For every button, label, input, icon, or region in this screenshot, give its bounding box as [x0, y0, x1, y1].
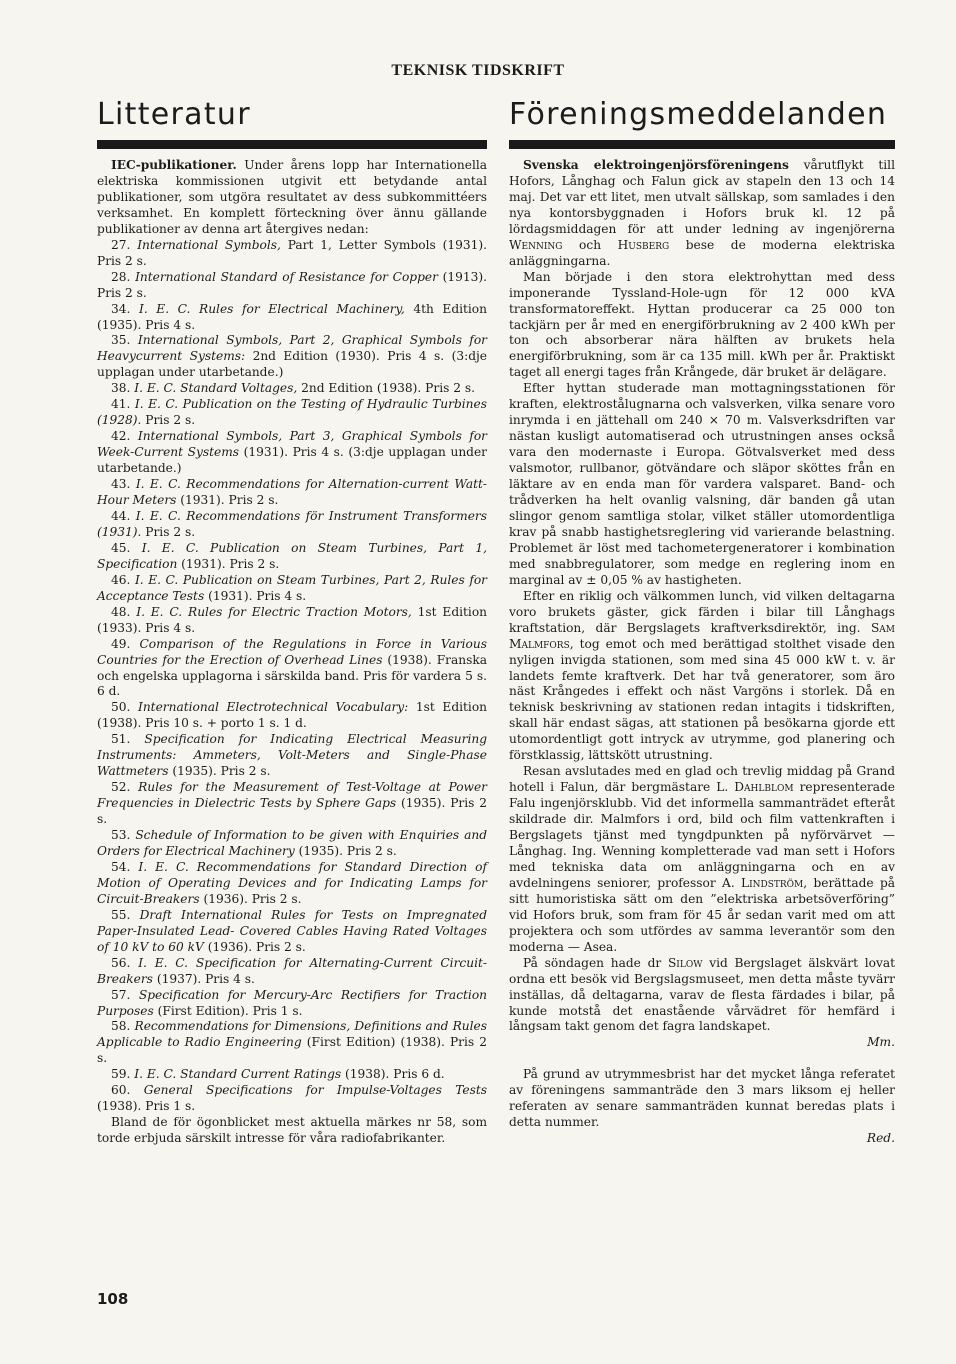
- publication-details: 4th Edition (1935). Pris 4 s.: [97, 301, 487, 332]
- publication-details: 2nd Edition (1930). Pris 4 s. (3:dje upplagan under utarbetande.): [97, 349, 487, 380]
- heading-rule-right: [509, 140, 895, 149]
- publication-title: I. E. C. Publication on Steam Turbines, Part 2, Rules for Acceptance Tests: [97, 572, 487, 603]
- intro-paragraph: [97, 158, 487, 238]
- publication-details: 1st Edition (1933). Pris 4 s.: [97, 604, 488, 635]
- publication-number: 46.: [111, 572, 131, 587]
- publication-title: Draft International Rules for Tests on Impregnated Paper-Insulated Lead- Covered Cables Having Rated Voltages of 10 kV to 60 kV: [97, 907, 487, 954]
- publication-number: 58.: [111, 1019, 131, 1034]
- paragraph-3: Efter hyttan studerade man mottagningsstationen för kraften, elektrostålugnarna och valsverken, vilka senare voro inrymda i en jättehall om 240 × 70 m. Valsverksdriften var nästan kusligt automatiserad och utrustningen anses också vara den modernaste i Europa. Götvalsverket med dess valsmotor, rullbanor, götvändare och släpor sköttes från en läktare av en enda man för vardera valsparet. Band- och trådverken ha helt ovanlig valsning, där banden gå utan slingor genom samtliga stolar, vilket ställer utomordentliga krav på snabb hastighetsreglering vid varierande belastning. Problemet är löst med tachometergeneratorer i kombination med snabbregulatorer, som medge en reglering inom en marginal av ± 0,05 % av hastigheten.: [509, 381, 895, 587]
- publication-title: International Electrotechnical Vocabulary:: [138, 700, 409, 715]
- publication-number: 45.: [111, 540, 131, 555]
- publication-item: [97, 238, 487, 270]
- paragraph-1: [509, 158, 895, 270]
- paragraph-4: [509, 589, 895, 764]
- publication-details: (1938). Pris 6 d.: [345, 1067, 445, 1082]
- publication-details: (1935). Pris 2 s.: [298, 843, 397, 858]
- publication-details: (1938). Pris 1 s.: [97, 1099, 196, 1114]
- p5-name-dahlblom: L. Dahlblom: [716, 780, 794, 795]
- publication-title: Specification for Mercury-Arc Rectifiers for Traction Purposes: [97, 987, 488, 1018]
- paragraph-6: [509, 956, 895, 1036]
- publication-title: Recommendations for Dimensions, Definitions and Rules Applicable to Radio Engineering: [97, 1019, 487, 1050]
- publication-number: 57.: [111, 987, 131, 1002]
- publication-number: 44.: [111, 508, 131, 523]
- publication-item: [97, 397, 487, 429]
- p1-lead: Svenska elektroingenjörsföreningens: [523, 158, 789, 172]
- publication-number: 50.: [111, 700, 131, 715]
- publication-number: 42.: [111, 429, 131, 444]
- publication-details: (1936). Pris 2 s.: [207, 939, 306, 954]
- page-number: 108: [97, 1290, 129, 1308]
- p4-name-malmfors: Sam Malmfors: [509, 620, 896, 651]
- publication-title: I. E. C. Rules for Electrical Machinery,: [139, 301, 405, 316]
- publication-number: 51.: [111, 732, 131, 747]
- publication-title: I. E. C. Recommendations för Instrument Transformers (1931).: [97, 508, 488, 539]
- publication-details: (1931). Pris 4 s.: [208, 588, 307, 603]
- paragraph-7: På grund av utrymmesbrist har det mycket långa referatet av föreningens sammanträde den 3 mars liksom ej heller referaten av senare sammanträden kunnat beredas plats i detta nummer.: [509, 1067, 895, 1130]
- publication-details: (1938). Franska och engelska upplagorna i särskilda band. Pris för vardera 5 s. 6 d.: [97, 652, 488, 699]
- p6-text-a: På söndagen hade dr: [523, 955, 662, 970]
- publication-details: 1st Edition (1938). Pris 10 s. + porto 1 s. 1 d.: [97, 700, 488, 731]
- publication-details: Part 1, Letter Symbols (1931). Pris 2 s.: [97, 237, 488, 268]
- publication-details: (1935). Pris 2 s.: [97, 796, 487, 827]
- p1-name-husberg: Husberg: [617, 237, 670, 252]
- publication-item: [97, 828, 487, 860]
- publication-item: [97, 860, 487, 908]
- p5-text-a: Resan avslutades med en glad och trevlig middag på Grand hotell i Falun, där bergmästare: [509, 764, 895, 795]
- publication-number: 49.: [111, 636, 131, 651]
- publication-number: 43.: [111, 477, 131, 492]
- publication-list: [97, 238, 487, 1115]
- p1-text-b: och: [579, 237, 602, 252]
- heading-foreningsmeddelanden: Föreningsmeddelanden: [509, 97, 888, 132]
- publication-title: Specification for Indicating Electrical Measuring Instruments: Ammeters, Volt-Meters and Single-Phase Wattmeters: [97, 732, 488, 779]
- publication-details: (1931). Pris 2 s.: [180, 493, 279, 508]
- p5-text-b: representerade Falu ingenjörsklubb. Vid det informella sammanträdet efteråt skildrade dir. Malmfors i ord, bild och film vattenkraften i Bergslagets tjänst med tyngdpunkten på nyförvärvet — Långhag. Ing. Wenning kompletterade vad man sett i Hofors med tekniska data om anläggningarna och en av avdelningens seniorer, professor: [509, 780, 896, 890]
- publication-details: Pris 2 s.: [145, 413, 196, 428]
- publication-details: (1913). Pris 2 s.: [97, 269, 488, 300]
- publication-title: General Specifications for Impulse-Voltages Tests: [143, 1083, 488, 1098]
- publication-details: (1931). Pris 2 s.: [181, 556, 280, 571]
- publication-number: 34.: [111, 301, 131, 316]
- publication-details: 2nd Edition (1938). Pris 2 s.: [301, 381, 475, 396]
- publication-number: 48.: [111, 604, 131, 619]
- p4-text-a: Efter en riklig och välkommen lunch, vid vilken deltagarna voro brukets gäster, gick färden i bilar till Långhags kraftstation, där Bergslagets kraftverksdirektör, ing.: [509, 588, 895, 635]
- publication-title: I. E. C. Recommendations for Standard Direction of Motion of Operating Devices and for Indicating Lamps for Circuit-Breakers: [97, 859, 487, 906]
- publication-item: [97, 988, 487, 1020]
- publication-title: International Symbols, Part 2, Graphical Symbols for Heavycurrent Systems:: [97, 333, 487, 364]
- publication-item: [97, 541, 487, 573]
- publication-title: Rules for the Measurement of Test-Voltage at Power Frequencies in Dielectric Tests by Sphere Gaps: [97, 780, 488, 811]
- p1-name-wenning: Wenning: [509, 237, 563, 252]
- publication-number: 53.: [111, 828, 131, 843]
- publication-item: [97, 573, 487, 605]
- publication-details: (1935). Pris 2 s.: [172, 764, 271, 779]
- publication-item: [97, 509, 487, 541]
- publication-title: International Symbols,: [137, 237, 281, 252]
- publication-title: Schedule of Information to be given with Enquiries and Orders for Electrical Machinery: [97, 828, 488, 858]
- publication-number: 54.: [111, 859, 131, 874]
- publication-item: [97, 302, 487, 334]
- publication-number: 60.: [111, 1083, 131, 1098]
- p1-text-c: bese de moderna elektriska anläggningarna.: [509, 237, 896, 268]
- publication-item: [97, 477, 487, 509]
- publication-title: I. E. C. Standard Current Ratings: [134, 1067, 342, 1082]
- publication-item: [97, 637, 487, 701]
- publication-title: International Symbols, Part 3, Graphical Symbols for Week-Current Systems: [97, 429, 487, 460]
- p4-text-b: , tog emot och med berättigad stolthet visade den nyligen invigda stationen, som med sina 45 000 kW t. v. är landets femte kraftverk. Det har två generatorer, som äro näst Krångedes i effekt och näst Vargöns i storlek. Då en teknisk beskrivning av stationen redan intagits i tidskriften, skall här endast sägas, att stationen på besökarna gjorde ett utomordentligt gott intryck av utrymme, god planering och förstklassig, lättskött utrustning.: [509, 636, 895, 763]
- publication-item: [97, 1019, 487, 1067]
- publication-details: (First Edition) (1938). Pris 2 s.: [97, 1035, 488, 1066]
- publication-details: (1931). Pris 4 s. (3:dje upplagan under utarbetande.): [97, 445, 488, 476]
- publication-item: [97, 381, 487, 397]
- publication-title: I. E. C. Specification for Alternating-Current Circuit-Breakers: [97, 955, 487, 986]
- publication-title: Comparison of the Regulations in Force in Various Countries for the Erection of Overhead Lines: [97, 636, 488, 667]
- publication-item: [97, 270, 487, 302]
- publication-item: [97, 732, 487, 780]
- heading-litteratur: Litteratur: [97, 97, 251, 132]
- publication-number: 35.: [111, 333, 131, 348]
- paragraph-2: Man började i den stora elektrohyttan med dess imponerande Tyssland-Hole-ugn för 12 000 kVA transformatoreffekt. Hyttan producerar ca 25 000 ton tackjärn per år med en energiförbrukning av 2 400 kWh per ton och absorberar nära hälften av brukets hela energiförbrukning, som är ca 135 mill. kWh per år. Praktiskt taget all energi tages från Krångede, där bruket är delägare.: [509, 269, 895, 380]
- right-column: [509, 158, 895, 1147]
- publication-details: (1936). Pris 2 s.: [203, 891, 302, 906]
- publication-item: [97, 908, 487, 956]
- publication-details: (First Edition). Pris 1 s.: [157, 1003, 303, 1018]
- publication-title: I. E. C. Recommendations for Alternation-current Watt-Hour Meters: [97, 477, 487, 508]
- p5-name-lindstrom: A. Lindström: [722, 875, 804, 890]
- publication-details: (1937). Pris 4 s.: [156, 971, 255, 986]
- publication-item: [97, 780, 487, 828]
- publication-details: Pris 2 s.: [145, 524, 196, 539]
- p5-text-c: , berättade på sitt humoristiska sätt om den ”elektriska arbetsöverföring” vid Hofors bruk, som fram för 45 år sedan varit med om att projektera och som utfördes av samma leverantör som den moderna — Asea.: [509, 875, 896, 954]
- publication-item: [97, 429, 487, 477]
- publication-number: 28.: [111, 269, 131, 284]
- signature-mm: Mm.: [867, 1035, 895, 1050]
- publication-number: 59.: [111, 1067, 131, 1082]
- publication-title: I. E. C. Standard Voltages,: [134, 381, 298, 396]
- publication-title: I. E. C. Rules for Electric Traction Motors,: [136, 604, 412, 619]
- intro-lead: IEC-publikationer.: [111, 158, 237, 172]
- paragraph-5: [509, 764, 895, 955]
- publication-item: [97, 956, 487, 988]
- signature-red: Red.: [866, 1131, 895, 1146]
- publication-item: [97, 1083, 487, 1115]
- publication-number: 41.: [111, 397, 131, 412]
- publication-title: I. E. C. Publication on the Testing of Hydraulic Turbines (1928).: [97, 397, 488, 428]
- publication-number: 52.: [111, 780, 131, 795]
- p6-name-silow: Silow: [667, 955, 703, 970]
- heading-rule-left: [97, 140, 487, 149]
- publication-item: [97, 333, 487, 381]
- publication-title: I. E. C. Publication on Steam Turbines, Part 1, Specification: [97, 540, 487, 571]
- publication-number: 56.: [111, 955, 131, 970]
- publication-item: [97, 700, 487, 732]
- p1-text-a: vårutflykt till Hofors, Långhag och Falun gick av stapeln den 13 och 14 maj. Det var ett litet, men utvalt sällskap, som samlades i den nya kontorsbyggnaden i Hofors bruk kl. 12 på lördagsmiddagen för att under ledning av ingenjörerna: [509, 158, 895, 236]
- intro-text: Under årens lopp har Internationella elektriska kommissionen utgivit ett betydande antal publikationer, som utgöra resultatet av dess subkommittéers verksamhet. En komplett förteckning över ännu gällande publikationer av denna art återgives nedan:: [97, 158, 488, 236]
- publication-item: [97, 605, 487, 637]
- publication-number: 55.: [111, 907, 131, 922]
- publication-number: 27.: [111, 237, 131, 252]
- publication-number: 38.: [111, 381, 131, 396]
- closing-paragraph: Bland de för ögonblicket mest aktuella märkes nr 58, som torde erbjuda särskilt intresse för våra radiofabrikanter.: [97, 1115, 487, 1146]
- masthead: TEKNISK TIDSKRIFT: [391, 62, 565, 79]
- publication-title: International Standard of Resistance for Copper: [135, 269, 438, 284]
- left-column: [97, 158, 487, 1147]
- p6-text-b: vid Bergslaget älskvärt lovat ordna ett besök vid Bergslagsmuseet, men detta måste tyvärr inställas, då deltagarna, varav de flesta färdades i bilar, på kunde motstå det enastående vårvädret för hemfärd i långsam takt genom det fagra landskapet.: [509, 955, 896, 1034]
- publication-item: [97, 1067, 487, 1083]
